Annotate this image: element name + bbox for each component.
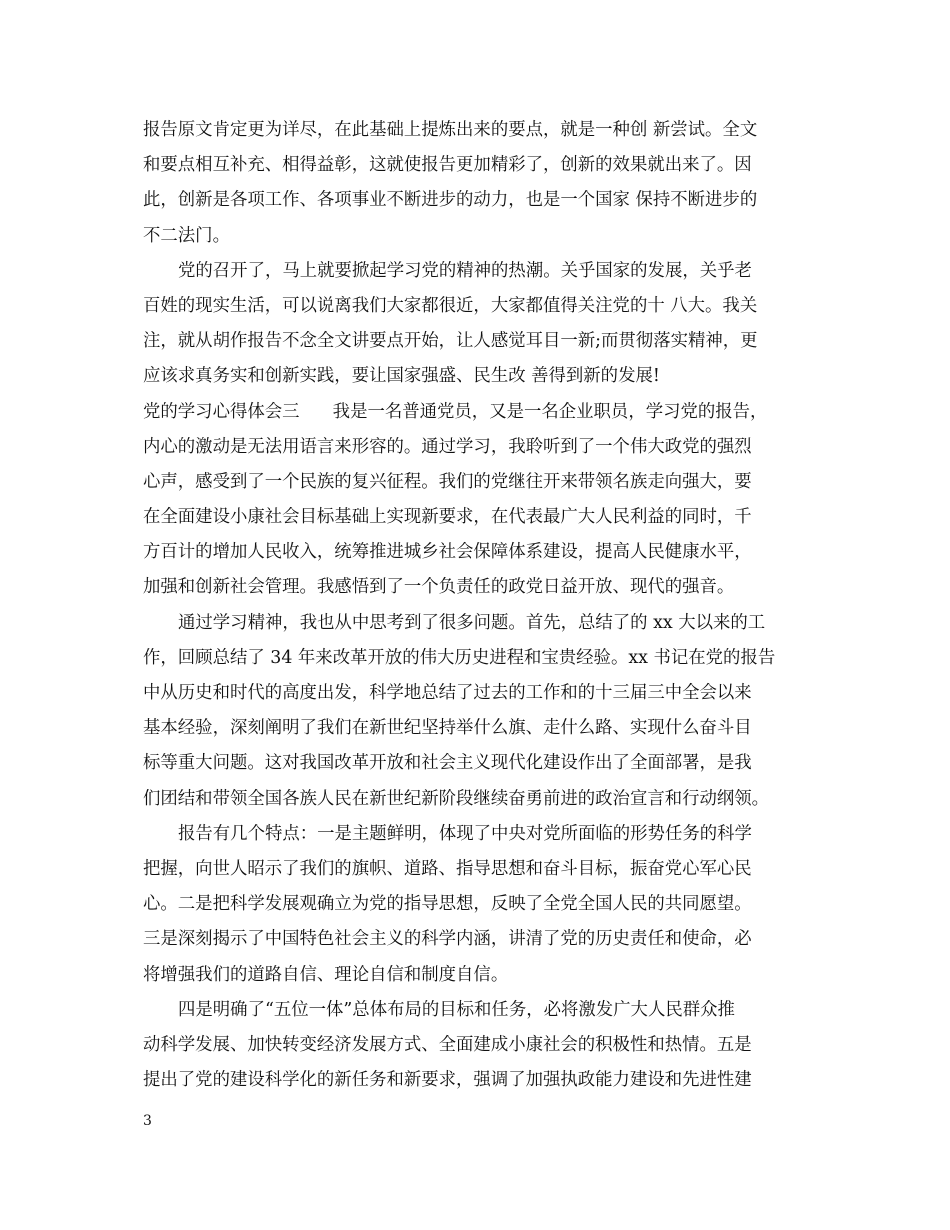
- text-line: 中从历史和时代的高度出发，科学地总结了过去的工作和的十三届三中全会以来: [143, 683, 752, 703]
- text-line: 三是深刻揭示了中国特色社会主义的科学内涵，讲清了党的历史责任和使命，必: [143, 929, 752, 950]
- paragraph: [143, 817, 809, 993]
- paragraph: [143, 606, 809, 817]
- text-line: 此，创新是各项工作、各项事业不断进步的动力，也是一个国家 保持不断进步的: [143, 190, 758, 211]
- text-line: 心。二是把科学发展观确立为党的指导思想，反映了全党全国人民的共同愿望。: [143, 894, 752, 915]
- paragraph: [143, 395, 809, 606]
- paragraph: [143, 113, 809, 254]
- text-line: 们团结和带领全国各族人民在新世纪新阶段继续奋勇前进的政治宣言和行动纲领。: [143, 788, 770, 809]
- text-line: 加强和创新社会管理。我感悟到了一个负责任的政党日益开放、现代的强音。: [143, 577, 735, 598]
- text-line: 不二法门。: [143, 225, 230, 246]
- text-line: 心声，感受到了一个民族的复兴征程。我们的党继往开来带领名族走向强大，要: [143, 471, 752, 492]
- text-line: 在全面建设小康社会目标基础上实现新要求，在代表最广大人民利益的同时，千: [143, 507, 752, 528]
- text-line: 报告原文肯定更为详尽，在此基础上提炼出来的要点，就是一种创 新尝试。全文: [143, 120, 758, 140]
- text-line: 党的学习心得体会三 我是一名普通党员，又是一名企业职员，学习党的报告，: [143, 401, 768, 422]
- paragraph: [143, 254, 809, 395]
- text-line: 作，回顾总结了 34 年来改革开放的伟大历史进程和宝贵经验。xx 书记在党的报告: [143, 647, 776, 668]
- text-line: 内心的激动是无法用语言来形容的。通过学习，我聆听到了一个伟大政党的强烈: [143, 436, 752, 457]
- text-line: 注，就从胡作报告不念全文讲要点开始，让人感觉耳目一新;而贯彻落实精神，更: [143, 331, 758, 352]
- text-line: 将增强我们的道路自信、理论自信和制度自信。: [143, 964, 509, 985]
- text-line: 提出了党的建设科学化的新任务和新要求，强调了加强执政能力建设和先进性建: [143, 1070, 752, 1091]
- page-number: 3: [143, 1113, 152, 1129]
- text-line: 和要点相互补充、相得益彰，这就使报告更加精彩了，创新的效果就出来了。因: [143, 155, 752, 176]
- text-line: 报告有几个特点：一是主题鲜明，体现了中央对党所面临的形势任务的科学: [178, 823, 752, 844]
- document-body: [143, 113, 809, 1098]
- text-line: 动科学发展、加快转变经济发展方式、全面建成小康社会的积极性和热情。五是: [143, 1034, 752, 1055]
- text-line: 通过学习精神，我也从中思考到了很多问题。首先，总结了的 xx 大以来的工: [178, 612, 766, 633]
- paragraph: [143, 993, 809, 1099]
- text-line: 百姓的现实生活，可以说离我们大家都很近，大家都值得关注党的十 八大。我关: [143, 295, 758, 316]
- text-line: 把握，向世人昭示了我们的旗帜、道路、指导思想和奋斗目标，振奋党心军心民: [143, 858, 752, 879]
- text-line: 标等重大问题。这对我国改革开放和社会主义现代化建设作出了全面部署，是我: [143, 753, 752, 774]
- text-line: 基本经验，深刻阐明了我们在新世纪坚持举什么旗、走什么路、实现什么奋斗目: [143, 718, 752, 739]
- text-line: 方百计的增加人民收入，统筹推进城乡社会保障体系建设，提高人民健康水平，: [143, 542, 752, 563]
- text-line: 应该求真务实和创新实践，要让国家强盛、民生改 善得到新的发展!: [143, 366, 660, 387]
- text-line: 四是明确了“五位一体”总体布局的目标和任务，必将激发广大人民群众推: [178, 999, 735, 1020]
- text-line: 党的召开了，马上就要掀起学习党的精神的热潮。关乎国家的发展，关乎老: [178, 260, 752, 281]
